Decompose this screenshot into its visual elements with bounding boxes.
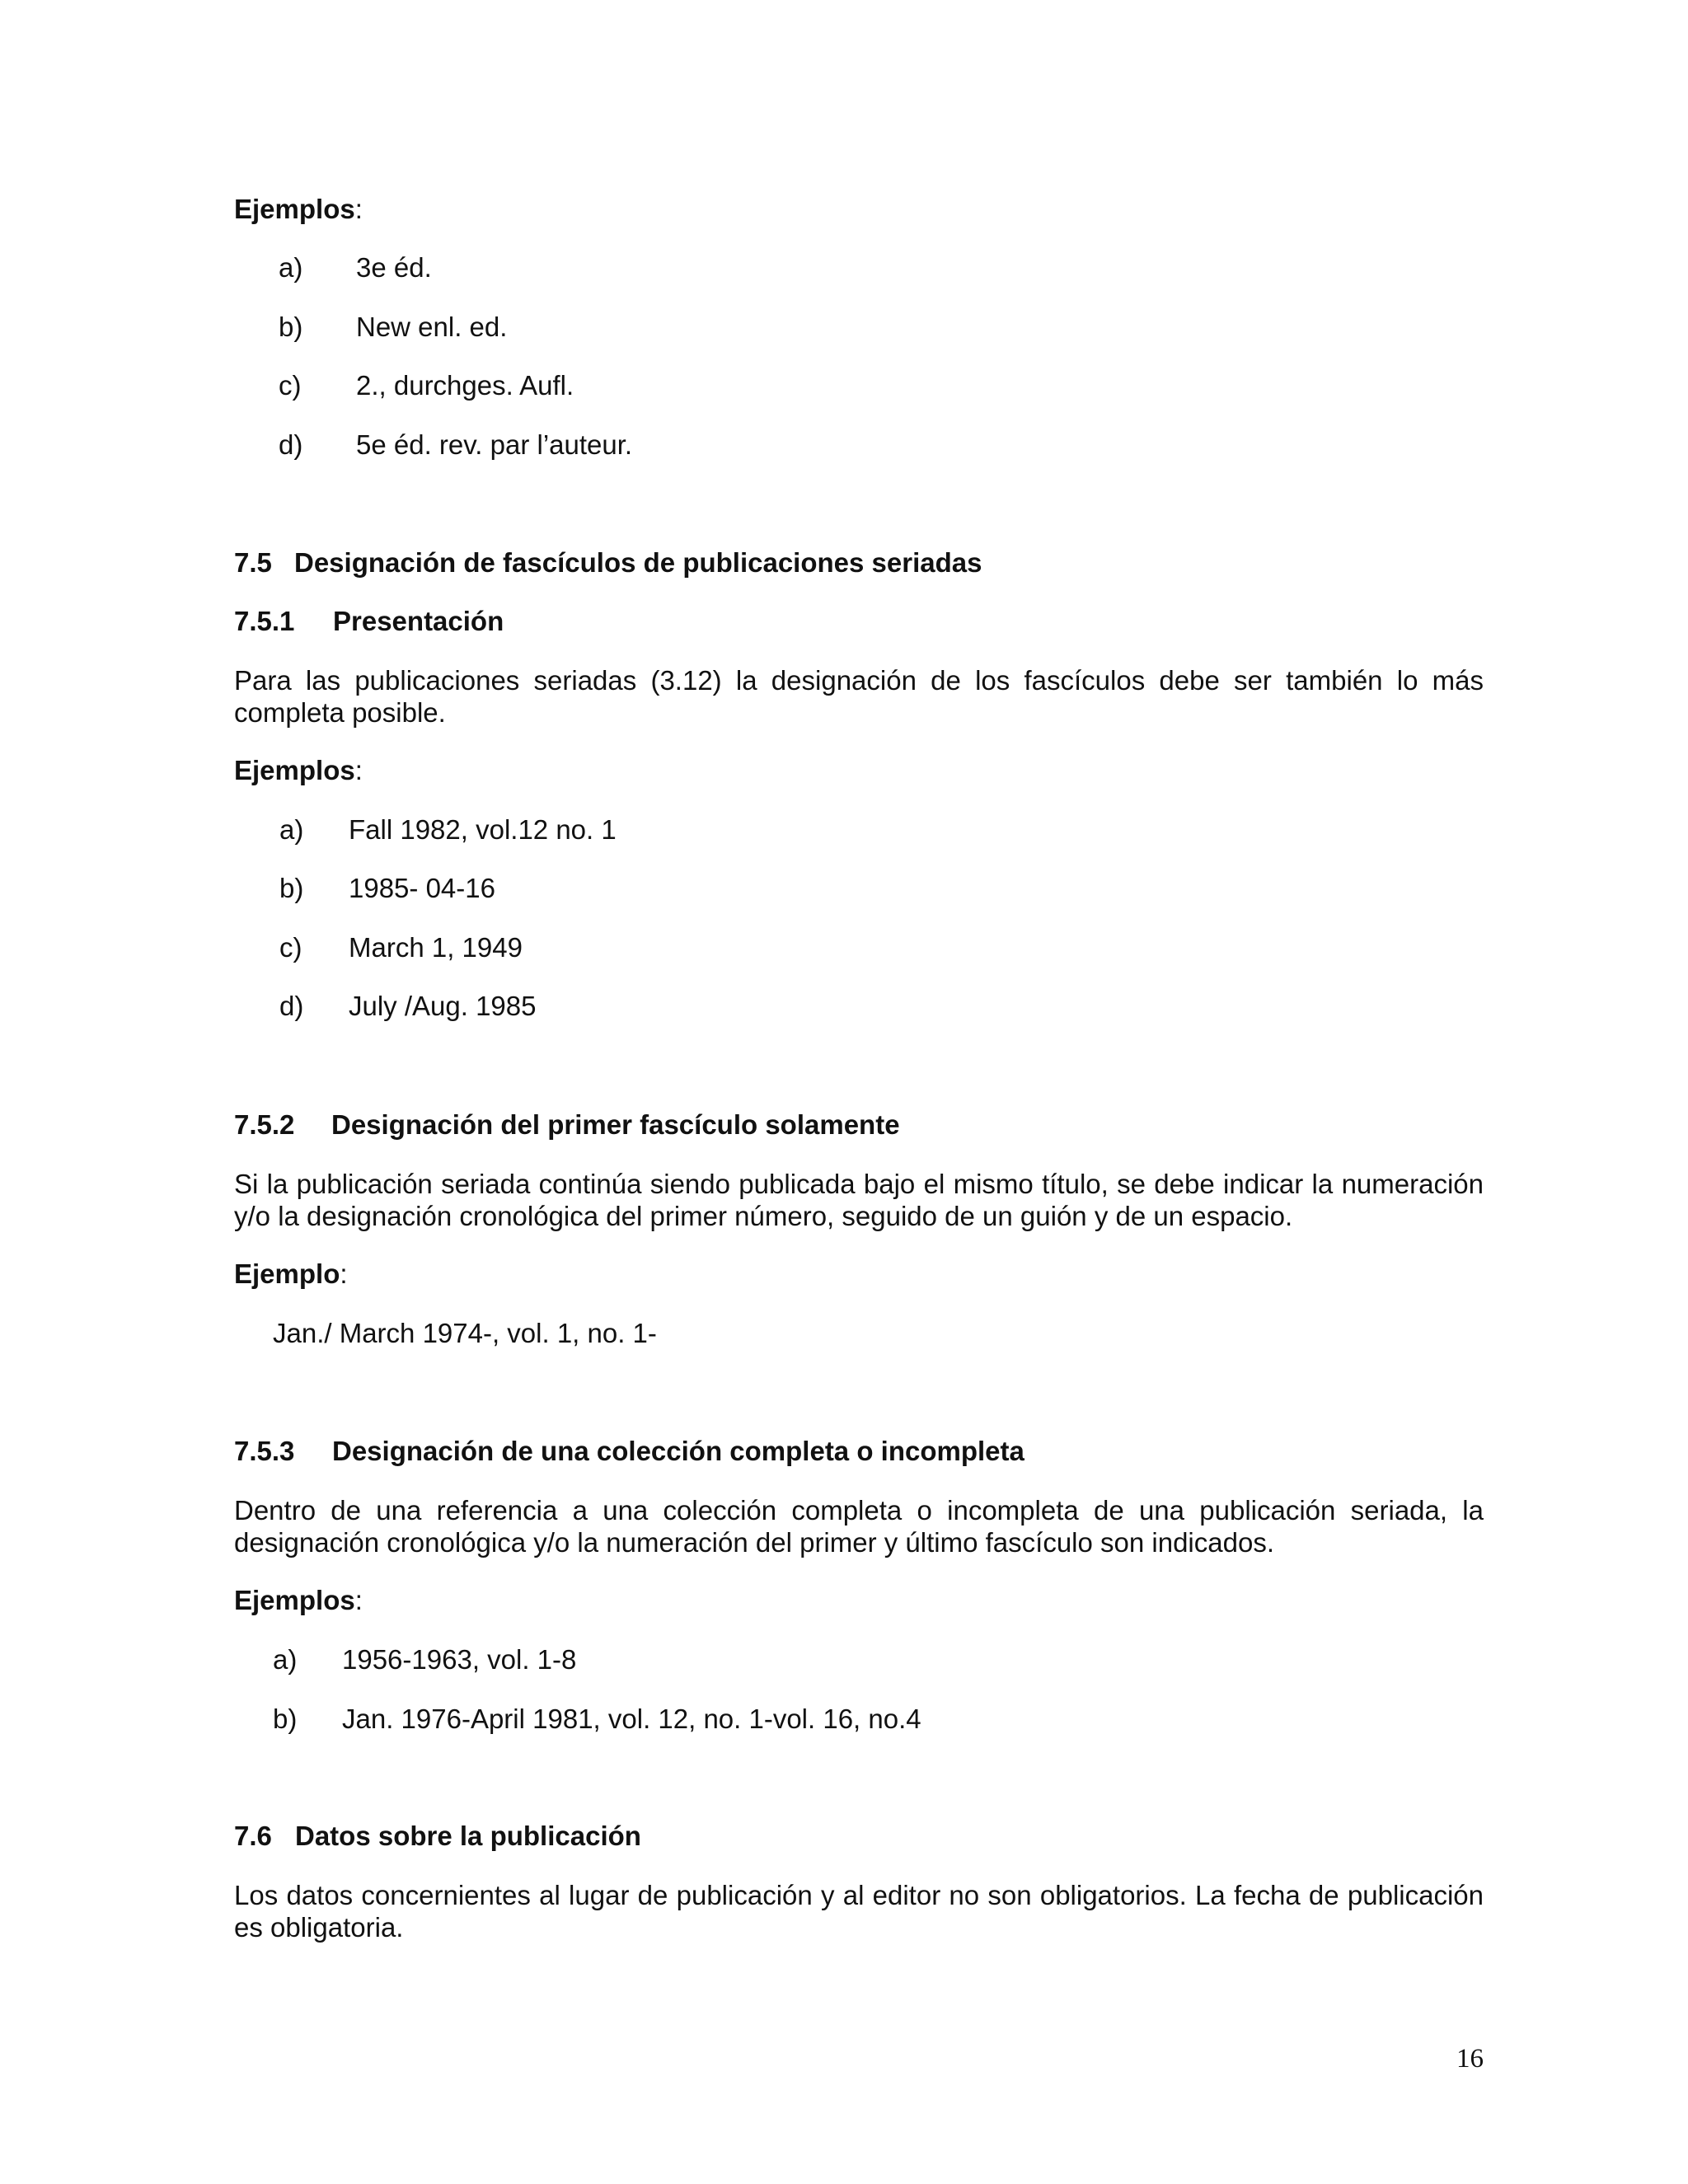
example-label xyxy=(234,1258,1484,1291)
example-text: Jan./ March 1974-, vol. 1, no. 1- xyxy=(273,1318,657,1348)
list-item-text: 3e éd. xyxy=(356,252,432,283)
section-number: 7.5 xyxy=(234,547,272,578)
list-item-letter: b) xyxy=(273,1704,298,1734)
paragraph-7-5-1: Para las publicaciones seriadas (3.12) la designación de los fascículos debe ser también lo más completa posible. xyxy=(234,665,1484,728)
section-heading-7-6 xyxy=(234,1820,1484,1853)
example-label-bold: Ejemplo xyxy=(234,1258,340,1289)
section-number: 7.5.1 xyxy=(234,606,295,636)
list-item-letter: b) xyxy=(279,873,304,903)
list-item-letter: d) xyxy=(279,991,304,1021)
section-number: 7.5.3 xyxy=(234,1436,295,1466)
section-heading-7-5-2 xyxy=(234,1108,1484,1141)
examples-label-colon: : xyxy=(354,1585,363,1615)
list-item-text: July /Aug. 1985 xyxy=(349,991,537,1021)
examples-label-colon: : xyxy=(354,194,363,224)
section-heading-7-5 xyxy=(234,546,1484,579)
examples-label-colon: : xyxy=(354,755,363,785)
section-number: 7.6 xyxy=(234,1821,272,1851)
examples-label xyxy=(234,754,1484,787)
section-title: Presentación xyxy=(333,606,504,636)
list-item-text: New enl. ed. xyxy=(356,312,508,342)
example-label-colon: : xyxy=(340,1258,348,1289)
section-title: Designación del primer fascículo solamente xyxy=(331,1109,900,1140)
list-item-letter: a) xyxy=(279,814,304,845)
list-item-text: Fall 1982, vol.12 no. 1 xyxy=(349,814,617,845)
paragraph-7-6: Los datos concernientes al lugar de publicación y al editor no son obligatorios. La fecha de publicación es obligatoria. xyxy=(234,1880,1484,1943)
list-item-text: March 1, 1949 xyxy=(349,932,523,963)
section-title: Datos sobre la publicación xyxy=(295,1821,641,1851)
list-item-letter: b) xyxy=(279,312,303,342)
section-number: 7.5.2 xyxy=(234,1109,295,1140)
examples-label xyxy=(234,1584,1484,1617)
examples-label-bold: Ejemplos xyxy=(234,755,355,785)
examples-label xyxy=(234,193,1484,226)
list-item-letter: a) xyxy=(279,252,303,283)
section-title: Designación de una colección completa o incompleta xyxy=(332,1436,1025,1466)
examples-label-bold: Ejemplos xyxy=(234,194,355,224)
list-item-text: 2., durchges. Aufl. xyxy=(356,370,574,401)
page-number: 16 xyxy=(1456,2044,1484,2074)
section-heading-7-5-1 xyxy=(234,605,1484,638)
list-item-text: 1956-1963, vol. 1-8 xyxy=(342,1644,577,1675)
paragraph-7-5-3: Dentro de una referencia a una colección completa o incompleta de una publicación seriada, la designación cronológica y/o la numeración del primer y último fascículo son indicados. xyxy=(234,1495,1484,1558)
section-title: Designación de fascículos de publicaciones seriadas xyxy=(294,547,982,578)
list-item-letter: c) xyxy=(279,370,302,401)
list-item-text: 5e éd. rev. par l’auteur. xyxy=(356,429,633,460)
section-heading-7-5-3 xyxy=(234,1435,1484,1468)
list-item-letter: c) xyxy=(279,932,302,963)
list-item-text: 1985- 04-16 xyxy=(349,873,495,903)
list-item-text: Jan. 1976-April 1981, vol. 12, no. 1-vol. 16, no.4 xyxy=(342,1704,921,1734)
examples-label-bold: Ejemplos xyxy=(234,1585,355,1615)
list-item-letter: d) xyxy=(279,429,303,460)
list-item-letter: a) xyxy=(273,1644,298,1675)
document-page xyxy=(234,0,1484,2184)
paragraph-7-5-2: Si la publicación seriada continúa siendo publicada bajo el mismo título, se debe indicar la numeración y/o la designación cronológica del primer número, seguido de un guión y de un espacio. xyxy=(234,1169,1484,1231)
